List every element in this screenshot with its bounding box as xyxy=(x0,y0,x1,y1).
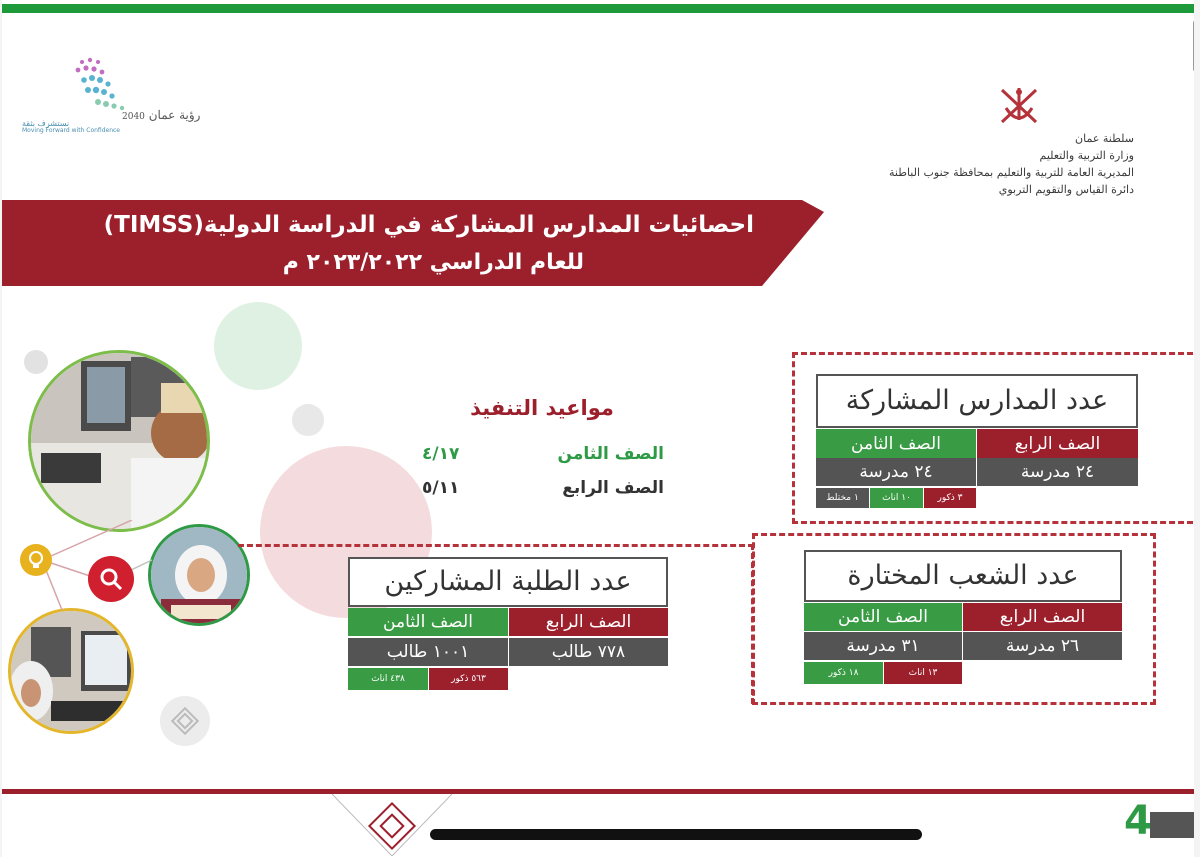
bottom-red-bar xyxy=(2,789,1194,794)
deco-circle-gray xyxy=(292,404,324,436)
schedule-row-grade8-label: الصف الثامن xyxy=(557,444,664,464)
schedule-row-grade4-label: الصف الرابع xyxy=(562,478,664,498)
page-subtitle: للعام الدراسي ٢٠٢٣/٢٠٢٢ م xyxy=(282,250,584,275)
schools-grade8-label: الصف الثامن xyxy=(816,429,976,458)
sections-card-title: عدد الشعب المختارة xyxy=(804,550,1122,602)
vision-logo-name: رؤية عمان xyxy=(148,108,201,122)
schools-grade4-value: ٢٤ مدرسة xyxy=(977,458,1138,486)
vision-logo-text xyxy=(122,108,200,122)
vision-logo-year: 2040 xyxy=(122,112,145,122)
page-number: 4 xyxy=(1124,798,1152,844)
schools-grade8-value: ٢٤ مدرسة xyxy=(816,458,976,486)
organization-lines xyxy=(814,130,1134,198)
schools-breakdown-girls: ١٠ اناث xyxy=(870,488,923,508)
oman-emblem-icon xyxy=(994,82,1044,134)
vision-tagline xyxy=(22,120,120,134)
schools-breakdown-boys: ٣ ذكور xyxy=(924,488,976,508)
photo-students-computers xyxy=(28,350,210,532)
schedule-row-grade8-date: ٤/١٧ xyxy=(422,444,460,464)
lightbulb-icon xyxy=(20,544,52,576)
search-icon xyxy=(88,556,134,602)
deco-circle-green xyxy=(214,302,302,390)
ministry-logo-icon xyxy=(170,706,200,740)
org-line-ministry: وزارة التربية والتعليم xyxy=(1039,149,1134,162)
sections-breakdown-girls: ١٣ اناث xyxy=(884,662,962,684)
students-breakdown-girls: ٤٣٨ اناث xyxy=(348,668,428,690)
students-grade4-label: الصف الرابع xyxy=(509,608,668,636)
top-green-bar xyxy=(2,4,1194,13)
sections-grade4-label: الصف الرابع xyxy=(963,603,1122,631)
footer-gray-block xyxy=(1150,812,1194,838)
schedule-title: مواعيد التنفيذ xyxy=(470,396,614,420)
sections-grade8-value: ٣١ مدرسة xyxy=(804,632,962,660)
students-grade8-label: الصف الثامن xyxy=(348,608,508,636)
sections-grade8-label: الصف الثامن xyxy=(804,603,962,631)
vision-tagline-ar: نستشرف بثقة xyxy=(22,119,70,128)
sections-breakdown-boys: ١٨ ذكور xyxy=(804,662,883,684)
students-breakdown-boys: ٥٦٣ ذكور xyxy=(429,668,508,690)
org-line-sultanate: سلطنة عمان xyxy=(1075,132,1134,145)
org-line-department: دائرة القياس والتقويم التربوي xyxy=(998,183,1134,196)
schools-breakdown-mixed: ١ مختلط xyxy=(816,488,869,508)
students-grade8-value: ١٠٠١ طالب xyxy=(348,638,508,666)
schools-grade4-label: الصف الرابع xyxy=(977,429,1138,458)
students-card-title: عدد الطلبة المشاركين xyxy=(348,557,668,607)
home-indicator[interactable] xyxy=(430,829,922,840)
students-grade4-value: ٧٧٨ طالب xyxy=(509,638,668,666)
deco-circle-gray-small xyxy=(24,350,48,374)
schedule-row-grade4-date: ٥/١١ xyxy=(422,478,460,498)
page-title: احصائيات المدارس المشاركة في الدراسة الدولية(TIMSS) xyxy=(103,212,754,238)
footer-logo-icon xyxy=(332,794,452,856)
sections-grade4-value: ٢٦ مدرسة xyxy=(963,632,1122,660)
slide xyxy=(2,0,1194,857)
scrollbar[interactable] xyxy=(1193,20,1194,72)
vision-tagline-en: Moving Forward with Confidence xyxy=(22,127,120,134)
schools-card-title: عدد المدارس المشاركة xyxy=(816,374,1138,428)
org-line-directorate: المديرية العامة للتربية والتعليم بمحافظة جنوب الباطنة xyxy=(888,166,1134,179)
